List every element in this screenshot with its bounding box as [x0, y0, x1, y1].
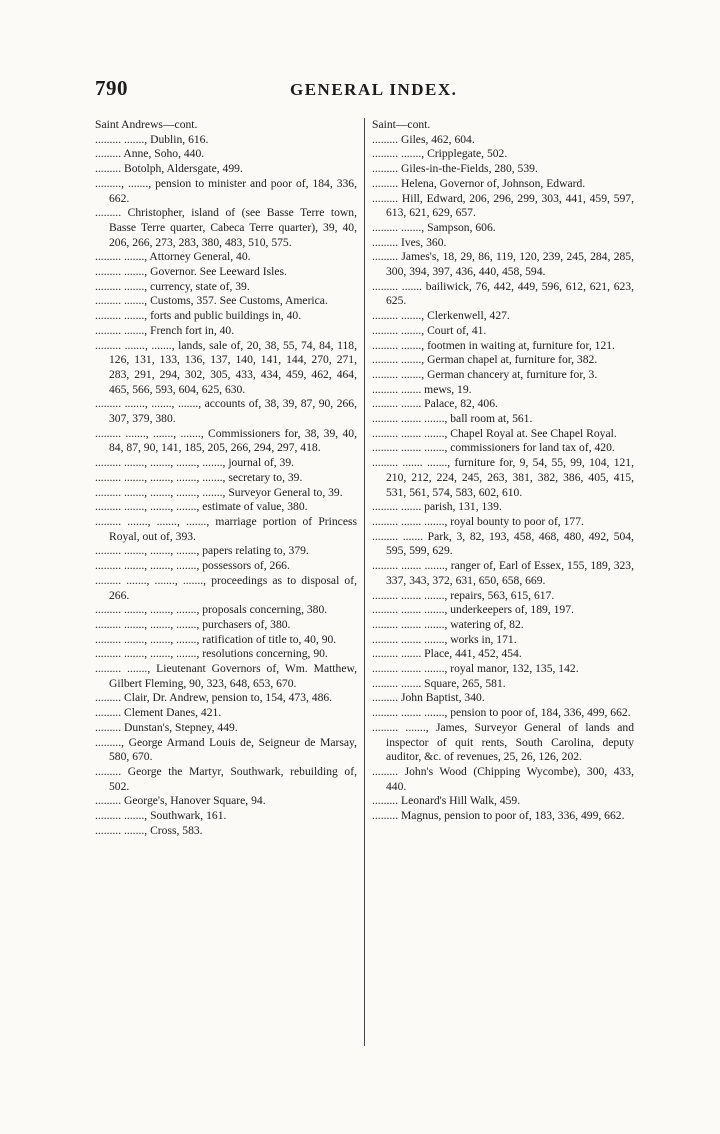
index-entry: ......... ......., ......., ......., purchasers of, 380.: [95, 617, 291, 631]
index-entry: ......... ....... ......., underkeepers of, 189, 197.: [372, 603, 574, 617]
index-entry: ......... ......., ......., ......., Commissioners for, 38, 39, 40, 84, 87, 90, 141, 185, 205, 266, 294, 297, 418.: [95, 426, 357, 455]
column-heading: Saint—cont.: [372, 118, 431, 131]
index-entry: ......... ......., ......., ......., resolutions concerning, 90.: [95, 647, 328, 661]
index-entry: ......... ......., ......., ......., ......., journal of, 39.: [95, 456, 295, 470]
index-entry: ......... Leonard's Hill Walk, 459.: [372, 794, 521, 808]
index-entry: ......... ......., German chapel at, furniture for, 382.: [372, 353, 598, 367]
index-entry: ......... ......., James, Surveyor General of lands and inspector of quit rents, South Carolina, deputy auditor, &c. of revenues, 25, 26, 126, 202.: [372, 720, 634, 764]
index-entry: ......... ......., ......., lands, sale of, 20, 38, 55, 74, 84, 118, 126, 131, 133, 136, 137, 140, 141, 144, 270, 271, 283, 291, 294, 302, 305, 433, 434, 459, 462, 464, 465, 566, 593, 604, 625, 630.: [95, 338, 357, 396]
index-entry: ......... ......., currency, state of, 39.: [95, 279, 250, 293]
index-entry: ......... ....... ......., works in, 171.: [372, 632, 517, 646]
index-entry: ......... ......., ......., ......., estimate of value, 380.: [95, 500, 308, 514]
entry-list-right: [372, 133, 634, 824]
index-entry: ......... ......., ......., ......., proceedings as to disposal of, 266.: [95, 573, 357, 602]
index-entry: ......... Giles, 462, 604.: [372, 132, 475, 146]
index-entry: ......... ....... ......., repairs, 563, 615, 617.: [372, 588, 555, 602]
index-entry: ......... Helena, Governor of, Johnson, Edward.: [372, 176, 586, 190]
index-entry: ......... ......., Customs, 357. See Customs, America.: [95, 294, 328, 308]
index-entry: ......... ....... ......., Chapel Royal at. See Chapel Royal.: [372, 426, 617, 440]
index-entry: ......... ......., ......., ......., accounts of, 38, 39, 87, 90, 266, 307, 379, 380.: [95, 397, 357, 426]
index-entry: ......... John Baptist, 340.: [372, 691, 485, 705]
index-entry: ......... Anne, Soho, 440.: [95, 147, 205, 161]
index-entry: ......... ......., ......., ......., papers relating to, 379.: [95, 544, 309, 558]
index-entry: ......... ......., Southwark, 161.: [95, 809, 227, 823]
index-entry: ........., George Armand Louis de, Seigneur de Marsay, 580, 670.: [95, 735, 357, 764]
index-entry: ......... George's, Hanover Square, 94.: [95, 794, 266, 808]
index-entry: ......... Botolph, Aldersgate, 499.: [95, 162, 243, 176]
index-column-left: [95, 118, 357, 838]
index-entry: ......... ....... ......., pension to poor of, 184, 336, 499, 662.: [372, 706, 631, 720]
index-entry: ......... ....... Park, 3, 82, 193, 458, 468, 480, 492, 504, 595, 599, 629.: [372, 529, 634, 558]
index-entry: ......... ....... ......., ranger of, Earl of Essex, 155, 189, 323, 337, 343, 372, 631, 650, 658, 669.: [372, 559, 634, 587]
index-entry: ......... ....... bailiwick, 76, 442, 449, 596, 612, 621, 623, 625.: [372, 279, 634, 308]
index-entry: ......... ......., ......., ......., ratification of title to, 40, 90.: [95, 632, 337, 646]
index-entry: ......... ....... ......., royal manor, 132, 135, 142.: [372, 662, 579, 676]
index-entry: ......... Dunstan's, Stepney, 449.: [95, 720, 238, 734]
index-entry: ........., ......., pension to minister and poor of, 184, 336, 662.: [95, 176, 357, 205]
column-heading: Saint Andrews—cont.: [95, 118, 198, 131]
index-entry: ......... ......., Sampson, 606.: [372, 220, 496, 234]
index-entry: ......... ......., Clerkenwell, 427.: [372, 309, 510, 323]
index-entry: ......... ....... ......., royal bounty to poor of, 177.: [372, 514, 584, 528]
running-head: GENERAL INDEX.: [290, 80, 458, 99]
index-entry: ......... ......., Lieutenant Governors of, Wm. Matthew, Gilbert Fleming, 90, 323, 648, 653, 670.: [95, 662, 357, 690]
index-entry: ......... ......., Cripplegate, 502.: [372, 147, 508, 161]
index-entry: ......... Christopher, island of (see Basse Terre town, Basse Terre quarter, Cabeca Terre quarter), 39, 40, 206, 266, 273, 283, 380, 483, 510, 575.: [95, 206, 357, 249]
index-entry: ......... Clement Danes, 421.: [95, 706, 222, 720]
index-entry: ......... ....... Palace, 82, 406.: [372, 397, 498, 411]
index-entry: ......... John's Wood (Chipping Wycombe), 300, 433, 440.: [372, 764, 634, 793]
index-entry: ......... ....... ......., commissioners for land tax of, 420.: [372, 441, 615, 455]
index-entry: ......... Giles-in-the-Fields, 280, 539.: [372, 162, 538, 176]
index-entry: ......... ......., ......., ......., ......., secretary to, 39.: [95, 470, 303, 484]
index-entry: ......... ......., Court of, 41.: [372, 323, 487, 337]
index-entry: ......... ....... Place, 441, 452, 454.: [372, 647, 522, 661]
index-entry: ......... ......., Governor. See Leeward Isles.: [95, 265, 287, 279]
index-entry: ......... George the Martyr, Southwark, rebuilding of, 502.: [95, 764, 357, 793]
index-entry: ......... ......., Attorney General, 40.: [95, 250, 251, 264]
index-entry: ......... ......., footmen in waiting at, furniture for, 121.: [372, 338, 615, 352]
index-entry: ......... ....... ......., furniture for, 9, 54, 55, 99, 104, 121, 210, 212, 224, 245, 263, 381, 382, 386, 405, 415, 531, 561, 574, 583, 602, 610.: [372, 456, 634, 499]
index-entry: ......... ......., French fort in, 40.: [95, 323, 235, 337]
index-entry: ......... ....... Square, 265, 581.: [372, 676, 506, 690]
index-entry: ......... Ives, 360.: [372, 235, 447, 249]
index-entry: ......... ......., Dublin, 616.: [95, 132, 209, 146]
index-entry: ......... Clair, Dr. Andrew, pension to, 154, 473, 486.: [95, 691, 333, 705]
index-entry: ......... ....... parish, 131, 139.: [372, 500, 502, 514]
index-entry: ......... James's, 18, 29, 86, 119, 120, 239, 245, 284, 285, 300, 394, 397, 436, 440, 458, 594.: [372, 250, 634, 279]
index-column-right: [372, 118, 634, 824]
entry-list-left: [95, 133, 357, 839]
index-entry: ......... ......., ......., ......., possessors of, 266.: [95, 559, 290, 573]
index-entry: ......... Magnus, pension to poor of, 183, 336, 499, 662.: [372, 809, 625, 823]
column-divider: [364, 118, 365, 1046]
index-entry: ......... ....... ......., watering of, 82.: [372, 617, 524, 631]
index-entry: ......... ......., ......., ......., marriage portion of Princess Royal, out of, 393.: [95, 514, 357, 543]
page-number: 790: [95, 76, 128, 100]
index-entry: ......... Hill, Edward, 206, 296, 299, 303, 441, 459, 597, 613, 621, 629, 657.: [372, 191, 634, 220]
index-entry: ......... ....... ......., ball room at, 561.: [372, 412, 533, 426]
index-entry: ......... ......., ......., ......., proposals concerning, 380.: [95, 603, 328, 617]
index-entry: ......... ......., Cross, 583.: [95, 823, 203, 837]
index-entry: ......... ....... mews, 19.: [372, 382, 472, 396]
index-entry: ......... ......., ......., ......., ......., Surveyor General to, 39.: [95, 485, 343, 499]
index-entry: ......... ......., forts and public buildings in, 40.: [95, 309, 302, 323]
index-entry: ......... ......., German chancery at, furniture for, 3.: [372, 367, 598, 381]
